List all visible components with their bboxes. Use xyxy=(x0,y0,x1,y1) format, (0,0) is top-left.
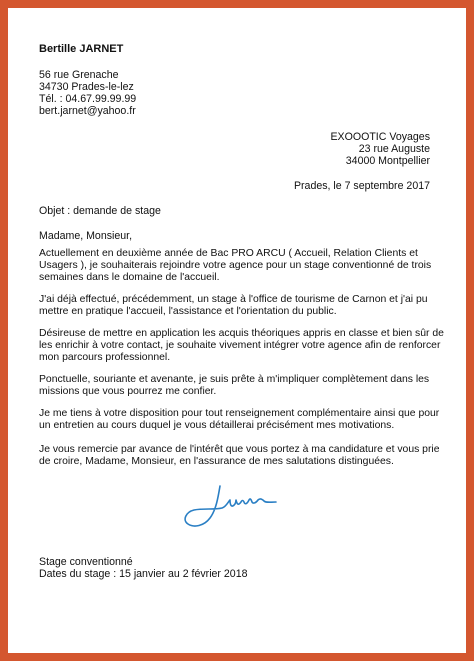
recipient-street: 23 rue Auguste xyxy=(358,143,430,155)
date-line: Prades, le 7 septembre 2017 xyxy=(293,180,430,192)
footer-stage-dates: Dates du stage : 15 janvier au 2 février 2018 xyxy=(39,568,248,580)
paragraph-line: missions que vous pourrez me confier. xyxy=(39,386,217,398)
paragraph-line: Désireuse de mettre en application les acquis théoriques appris en classe et bien sûr de xyxy=(39,328,444,339)
paragraph-1 xyxy=(39,248,449,285)
paragraph-line: Je vous remercie par avance de l'intérêt que vous portez à ma candidature et vous prie xyxy=(39,444,440,455)
paragraph-line: de croire, Madame, Monsieur, en l'assurance de mes salutations distinguées. xyxy=(39,456,394,468)
paragraph-line: mettre en pratique l'accueil, l'assistance et l'orientation du public. xyxy=(39,306,337,318)
paragraph-line: Je me tiens à votre disposition pour tout renseignement complémentaire ainsi que pour xyxy=(39,408,440,419)
sender-phone: Tél. : 04.67.99.99.99 xyxy=(39,93,137,105)
paragraph-line: Actuellement en deuxième année de Bac PRO ARCU ( Accueil, Relation Clients et xyxy=(39,248,418,259)
paragraph-6 xyxy=(39,444,449,468)
paragraph-line: Usagers ), je souhaiterais rejoindre votre agence pour un stage conventionné de trois xyxy=(39,260,432,272)
subject-line: Objet : demande de stage xyxy=(39,205,161,217)
sender-city: 34730 Prades-le-lez xyxy=(39,81,134,93)
letter-page xyxy=(8,8,466,653)
paragraph-line: les enrichir à votre contact, je souhaite vivement intégrer votre agence afin de renforcer xyxy=(39,340,441,352)
paragraph-line: un entretien au cours duquel je vous détaillerai précisément mes motivations. xyxy=(39,420,395,432)
paragraph-5 xyxy=(39,408,449,432)
sender-email: bert.jarnet@yahoo.fr xyxy=(39,105,136,117)
paragraph-line: semaines dans le domaine de l'accueil. xyxy=(39,272,220,284)
paragraph-line: Ponctuelle, souriante et avenante, je suis prête à m'impliquer complètement dans les xyxy=(39,374,430,385)
recipient-city: 34000 Montpellier xyxy=(345,155,430,167)
paragraph-line: mon parcours professionnel. xyxy=(39,352,171,364)
paragraph-4 xyxy=(39,374,449,398)
footer-stage-type: Stage conventionné xyxy=(39,556,133,568)
signature-stroke xyxy=(185,486,276,526)
salutation: Madame, Monsieur, xyxy=(39,230,133,242)
paragraph-3 xyxy=(39,328,449,365)
paragraph-2 xyxy=(39,294,449,318)
sender-street: 56 rue Grenache xyxy=(39,69,119,81)
handwritten-signature xyxy=(180,478,280,538)
paragraph-line: J'ai déjà effectué, précédemment, un stage à l'office de tourisme de Carnon et j'ai pu xyxy=(39,294,428,305)
sender-name: Bertille JARNET xyxy=(39,43,124,55)
recipient-company: EXOOOTIC Voyages xyxy=(330,131,430,143)
